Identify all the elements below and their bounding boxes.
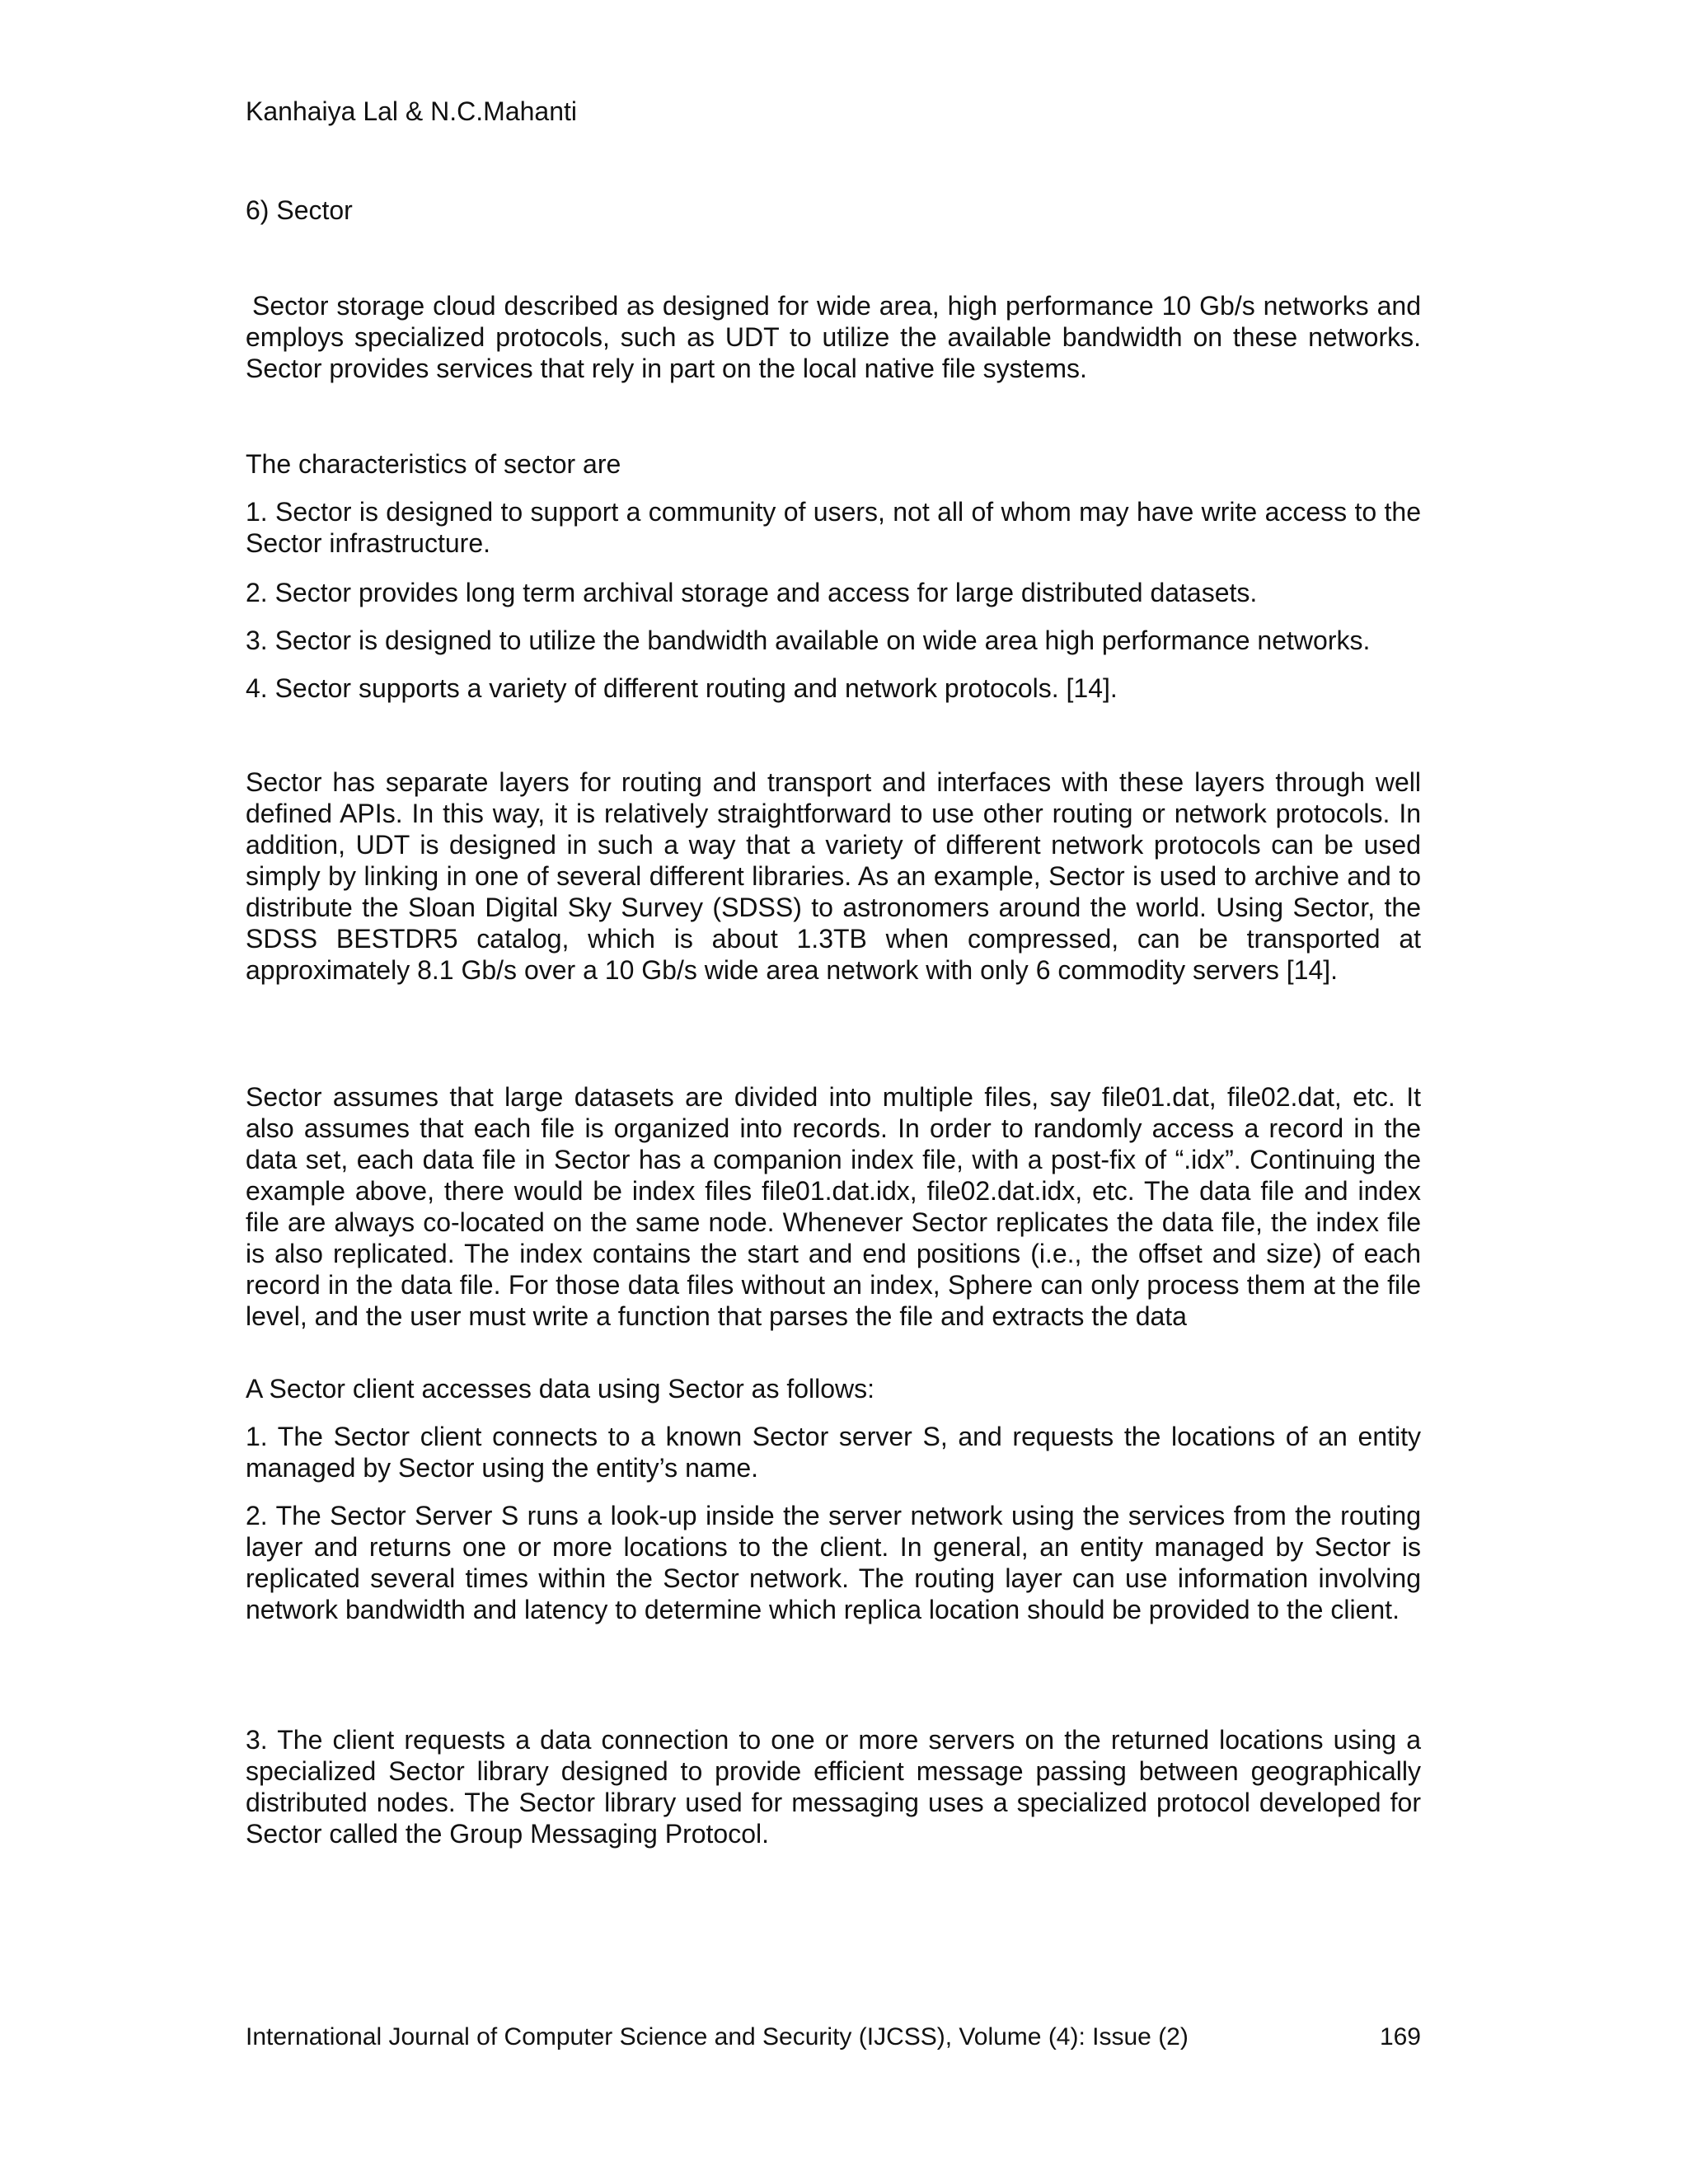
characteristic-item-3: 3. Sector is designed to utilize the bandwidth available on wide area high performance networks. bbox=[246, 626, 1371, 655]
paragraph-layers: Sector has separate layers for routing and transport and interfaces with these layers through well defined APIs. In this way, it is relatively straightforward to use other routing or network protocols. In addition, UDT is designed in such a way that a variety of different network protocols can be used simply by linking in one of several different libraries. As an example, Sector is used to archive and to distribute the Sloan Digital Sky Survey (SDSS) to astronomers around the world. Using Sector, the SDSS BESTDR5 catalog, which is about 1.3TB when compressed, can be transported at approximately 8.1 Gb/s over a 10 Gb/s wide area network with only 6 commodity servers [14]. bbox=[246, 767, 1421, 985]
paragraph-datasets: Sector assumes that large datasets are divided into multiple files, say file01.dat, file02.dat, etc. It also assumes that each file is organized into records. In order to randomly access a record in the data set, each data file in Sector has a companion index file, with a post-fix of “.idx”. Continuing the example above, there would be index files file01.dat.idx, file02.dat.idx, etc. The data file and index file are always co-located on the same node. Whenever Sector replicates the data file, the index file is also replicated. The index contains the start and end positions (i.e., the offset and size) of each record in the data file. For those data files without an index, Sphere can only process them at the file level, and the user must write a function that parses the file and extracts the data bbox=[246, 1082, 1421, 1331]
footer-page-number: 169 bbox=[1379, 2023, 1421, 2050]
paragraph-intro: Sector storage cloud described as designed for wide area, high performance 10 Gb/s networks and employs specialized protocols, such as UDT to utilize the available bandwidth on these networks. Sector provides services that rely in part on the local native file systems. bbox=[246, 291, 1421, 383]
characteristic-item-2: 2. Sector provides long term archival storage and access for large distributed datasets. bbox=[246, 578, 1258, 607]
section-heading: 6) Sector bbox=[246, 195, 353, 225]
running-header-authors: Kanhaiya Lal & N.C.Mahanti bbox=[246, 96, 577, 126]
access-step-1: 1. The Sector client connects to a known Sector server S, and requests the locations of an entity managed by Sector using the entity’s name. bbox=[246, 1422, 1421, 1483]
characteristic-item-4: 4. Sector supports a variety of different routing and network protocols. [14]. bbox=[246, 673, 1118, 703]
paragraph-characteristics-intro: The characteristics of sector are bbox=[246, 449, 621, 479]
access-step-3: 3. The client requests a data connection to one or more servers on the returned locations using a specialized Sector library designed to provide efficient message passing between geographically distributed nodes. The Sector library used for messaging uses a specialized protocol developed for Sector called the Group Messaging Protocol. bbox=[246, 1725, 1421, 1849]
paragraph-access-intro: A Sector client accesses data using Sector as follows: bbox=[246, 1374, 875, 1404]
characteristic-item-1: 1. Sector is designed to support a community of users, not all of whom may have write access to the Sector infrastructure. bbox=[246, 497, 1421, 558]
access-step-2: 2. The Sector Server S runs a look-up inside the server network using the services from the routing layer and returns one or more locations to the client. In general, an entity managed by Sector is replicated several times within the Sector network. The routing layer can use information involving network bandwidth and latency to determine which replica location should be provided to the client. bbox=[246, 1501, 1421, 1624]
footer-journal-citation: International Journal of Computer Science and Security (IJCSS), Volume (4): Issue (2) bbox=[246, 2023, 1189, 2050]
